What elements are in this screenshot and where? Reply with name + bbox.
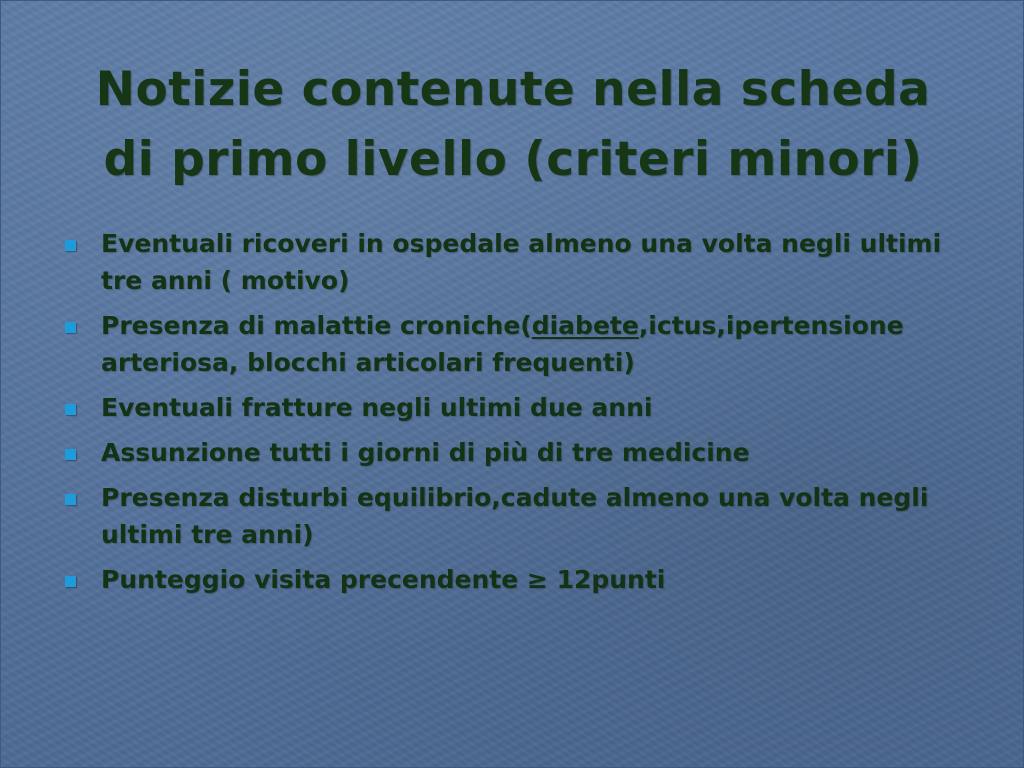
bullet-text: Presenza disturbi equilibrio,cadute almeno una volta negli ultimi tre anni) <box>101 483 929 549</box>
bullet-text: Eventuali ricoveri in ospedale almeno una volta negli ultimi tre anni ( motivo) <box>101 229 942 295</box>
bullet-text-suffix: ,ictus,ipertensione arteriosa, blocchi articolari frequenti) <box>101 311 904 377</box>
bullet-text-prefix: Presenza di malattie croniche( <box>101 311 532 340</box>
bullet-text: Assunzione tutti i giorni di più di tre medicine <box>101 438 750 467</box>
bullet-text: Punteggio visita precendente ≥ 12punti <box>101 565 666 594</box>
square-bullet-icon <box>65 576 76 587</box>
diabete-link[interactable]: diabete <box>531 311 639 340</box>
square-bullet-icon <box>65 449 76 460</box>
square-bullet-icon <box>65 322 76 333</box>
square-bullet-icon <box>65 240 76 251</box>
bullet-item-punteggio <box>63 561 973 598</box>
square-bullet-icon <box>65 404 76 415</box>
square-bullet-icon <box>65 494 76 505</box>
bullet-list <box>63 225 973 606</box>
title-line-2: di primo livello (criteri minori) <box>103 132 923 187</box>
bullet-item-fratture <box>63 389 973 426</box>
bullet-item-malattie-croniche <box>63 307 973 381</box>
title-line-1: Notizie contenute nella scheda <box>95 62 931 117</box>
bullet-text: Eventuali fratture negli ultimi due anni <box>101 393 653 422</box>
bullet-item-equilibrio <box>63 479 973 553</box>
slide-title <box>41 55 985 195</box>
bullet-item-medicine <box>63 434 973 471</box>
bullet-item-ricoveri <box>63 225 973 299</box>
